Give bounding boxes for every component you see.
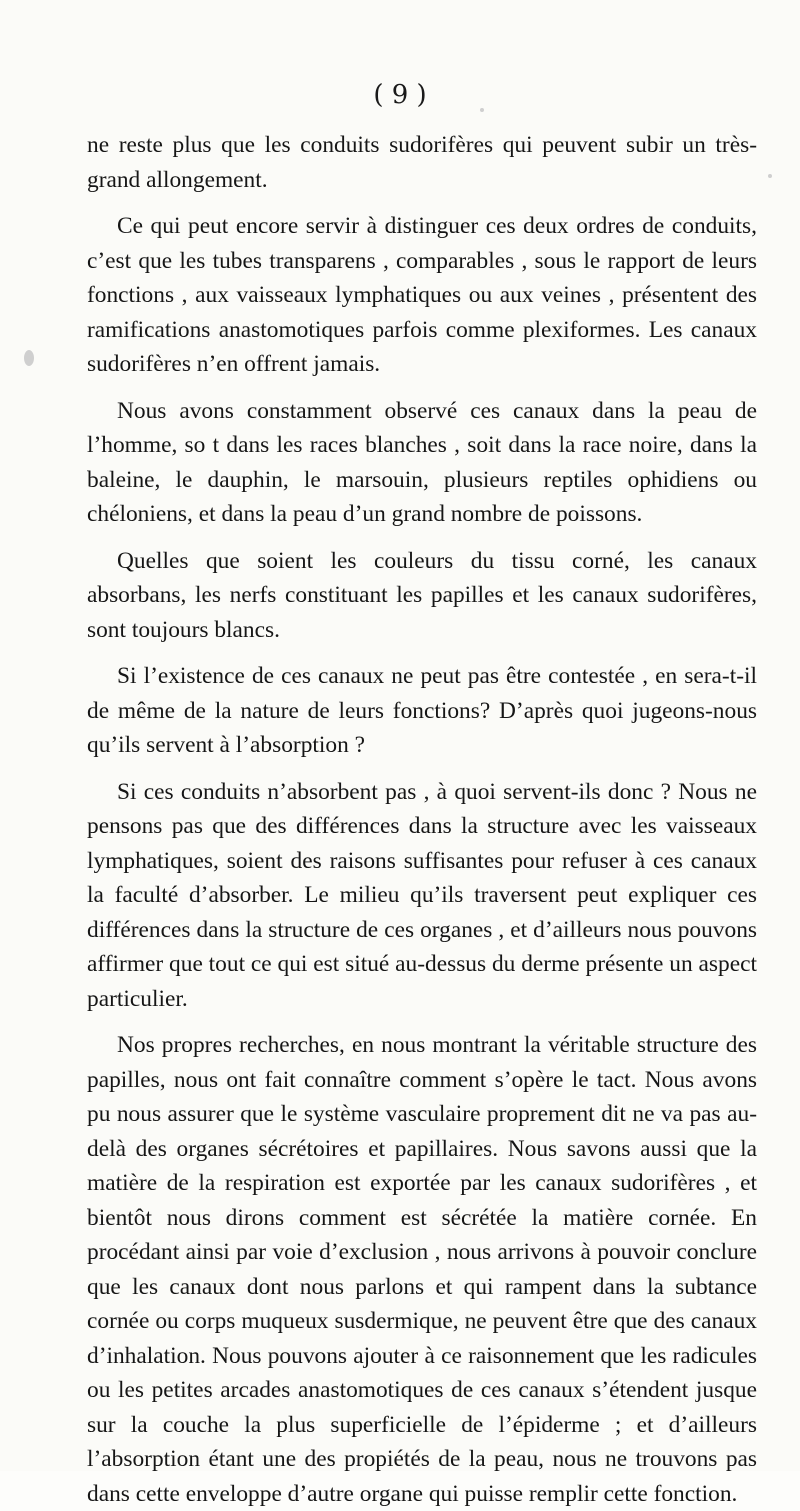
paragraph-4: Quelles que soient les couleurs du tissu corné, les canaux absorbans, les nerfs constituant les papilles et les canaux sudorifères, sont toujours blancs. <box>87 547 757 643</box>
paragraph-3: Nous avons constamment observé ces canaux dans la peau de l’homme, so t dans les races blanches , soit dans la race noire, dans la baleine, le dauphin, le marsouin, plusieurs reptiles ophidiens ou chéloniens, et dans la peau d’un grand nombre de poissons. <box>87 397 757 527</box>
paragraph-5: Si l’existence de ces canaux ne peut pas être contestée , en sera-t-il de même de la nature de leurs fonctions? D’après quoi jugeons-nous qu’ils servent à l’absorption ? <box>87 663 757 758</box>
paragraph-2: Ce qui peut encore servir à distinguer ces deux ordres de conduits, c’est que les tubes transparens , comparables , sous le rapport de leurs fonctions , aux vaisseaux lymphatiques ou aux veines , présentent des ramifications anastomotiques parfois comme plexiformes. Les canaux sudorifères n’en offrent jamais. <box>87 213 757 377</box>
paper-speck <box>24 350 34 366</box>
paper-speck <box>480 108 484 112</box>
paragraph-1: ne reste plus que les conduits sudorifères qui peuvent subir un très-grand allongement. <box>87 132 757 193</box>
paragraph-7: Nos propres recherches, en nous montrant la véritable structure des papilles, nous ont fait connaître comment s’opère le tact. Nous avons pu nous assurer que le système vasculaire proprement dit ne va pas au-delà des organes sécrétoires et papillaires. Nous savons aussi que la matière de la respiration est exportée par les canaux sudorifères , et bientôt nous dirons comment est sécrétée la matière cornée. En procédant ainsi par voie d’exclusion , nous arrivons à pouvoir conclure que les canaux dont nous parlons et qui rampent dans la subtance cornée ou corps muqueux susdermique, ne peuvent être que des canaux d’inhalation. Nous pouvons ajouter à ce raisonnement que les radicules ou les petites arcades anastomotiques de ces canaux s’étendent jusque sur la couche la plus superficielle de l’épiderme ; et d’ailleurs l’absorption étant une des propiétés de la peau, nous ne trouvons pas dans cette enveloppe d’autre organe qui puisse remplir cette fonction. <box>87 1032 757 1507</box>
paragraph-6: Si ces conduits n’absorbent pas , à quoi servent-ils donc ? Nous ne pensons pas que des différences dans la structure avec les vaisseaux lymphatiques, soient des raisons suffisantes pour refuser à ces canaux la faculté d’absorber. Le milieu qu’ils traversent peut expliquer ces différences dans la structure de ces organes , et d’ailleurs nous pouvons affirmer que tout ce qui est situé au-dessus du derme présente un aspect particulier. <box>87 778 757 1012</box>
body-text <box>87 128 757 1511</box>
paper-speck <box>768 174 772 178</box>
page-number: ( 9 ) <box>373 80 427 110</box>
